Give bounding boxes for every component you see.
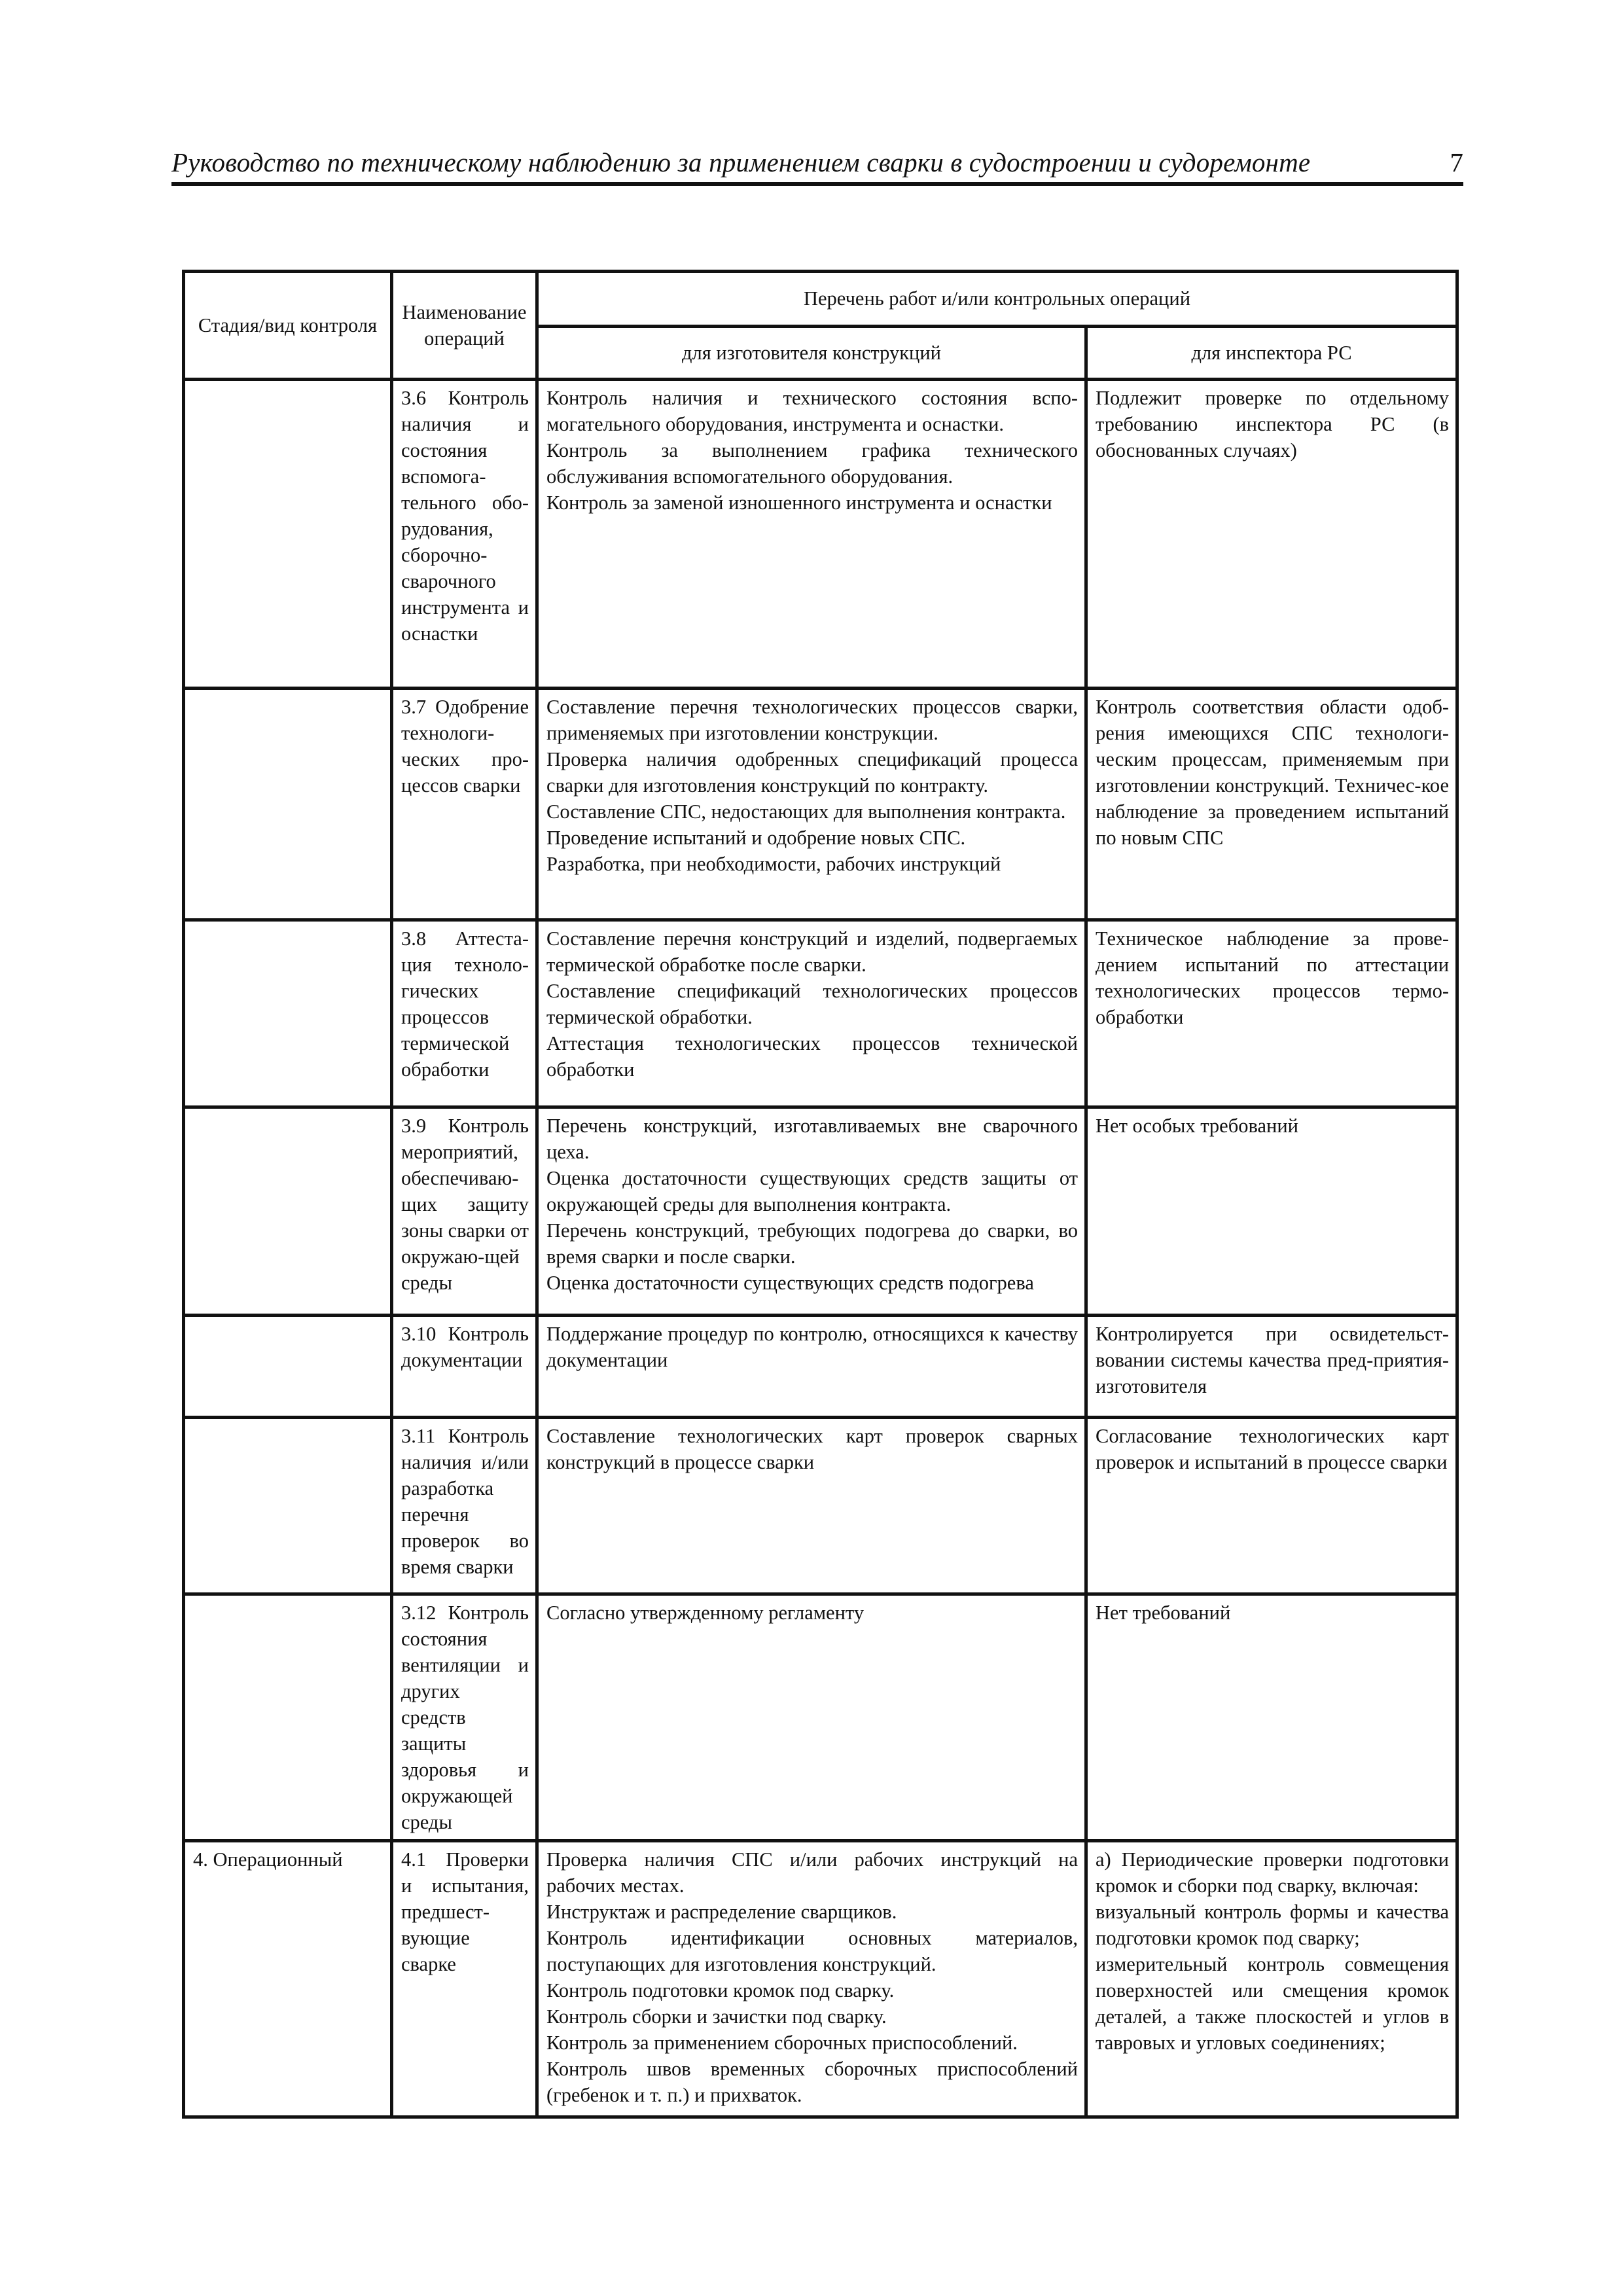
table-row: [184, 689, 1457, 920]
stage-cell: [184, 1316, 392, 1418]
page-number: 7: [1450, 147, 1463, 177]
operation-cell: 3.8 Аттеста-ция техноло-гических процессов термической обработки: [392, 920, 537, 1107]
operation-cell: 3.7 Одобрение технологи-ческих про-цессов сварки: [392, 689, 537, 920]
table-header-row: [184, 272, 1457, 327]
header-works: Перечень работ и/или контрольных операций: [537, 272, 1457, 327]
inspector-item: Техническое наблюдение за прове-дением испытаний по аттестации технологических процессов термо-обработки: [1096, 927, 1450, 1028]
manufacturer-item: Контроль швов временных сборочных приспособлений (гребенок и т. п.) и прихваток.: [546, 2058, 1078, 2106]
header-manufacturer: для изготовителя конструкций: [537, 326, 1086, 380]
manufacturer-item: Контроль подготовки кромок под сварку.: [546, 1979, 895, 2001]
manufacturer-cell: [537, 380, 1086, 689]
running-header: [171, 143, 1463, 186]
control-table: [182, 270, 1459, 2119]
table-row: [184, 1418, 1457, 1594]
manufacturer-item: Составление технологических карт проверок сварных конструкций в процессе сварки: [546, 1425, 1078, 1473]
stage-cell: 4. Операционный: [184, 1841, 392, 2117]
manufacturer-item: Разработка, при необходимости, рабочих инструкций: [546, 853, 1001, 875]
operation-cell: 3.12 Контроль состояния вентиляции и других средств защиты здоровья и окружающей среды: [392, 1594, 537, 1841]
manufacturer-item: Оценка достаточности существующих средств защиты от окружающей среды для выполнения контракта.: [546, 1167, 1078, 1215]
manufacturer-cell: [537, 1418, 1086, 1594]
stage-cell: [184, 1594, 392, 1841]
operation-cell: 3.6 Контроль наличия и состояния вспомога-тельного обо-рудования, сборочно-сварочного инструмента и оснастки: [392, 380, 537, 689]
manufacturer-item: Контроль идентификации основных материалов, поступающих для изготовления конструкций.: [546, 1927, 1078, 1975]
inspector-cell: [1086, 1107, 1457, 1316]
operation-cell: 3.11 Контроль наличия и/или разработка перечня проверок во время сварки: [392, 1418, 537, 1594]
inspector-item: а) Периодические проверки подготовки кромок и сборки под сварку, включая:: [1096, 1848, 1450, 1897]
inspector-cell: [1086, 689, 1457, 920]
manufacturer-item: Контроль за выполнением графика технического обслуживания вспомогательного оборудования.: [546, 439, 1078, 488]
manufacturer-cell: [537, 1107, 1086, 1316]
table-body: [184, 380, 1457, 2117]
manufacturer-item: Контроль за применением сборочных приспособлений.: [546, 2032, 1018, 2054]
inspector-item: Подлежит проверке по отдельному требованию инспектора РС (в обоснованных случаях): [1096, 387, 1450, 461]
manufacturer-cell: [537, 920, 1086, 1107]
inspector-cell: [1086, 1418, 1457, 1594]
manufacturer-cell: [537, 1841, 1086, 2117]
manufacturer-item: Проверка наличия СПС и/или рабочих инструкций на рабочих местах.: [546, 1848, 1078, 1897]
inspector-item: Контроль соответствия области одоб-рения имеющихся СПС технологи-ческим процессам, применяемым при изготовлении конструкций. Техничес-кое наблюдение за проведением испытаний по новым СПС: [1096, 696, 1450, 849]
inspector-item: измерительный контроль совмещения поверхностей или смещения кромок деталей, а также плоскостей и углов в тавровых и угловых соединениях;: [1096, 1953, 1450, 2054]
inspector-cell: [1086, 920, 1457, 1107]
manufacturer-item: Перечень конструкций, изготавливаемых вне сварочного цеха.: [546, 1115, 1078, 1163]
manufacturer-item: Перечень конструкций, требующих подогрева до сварки, во время сварки и после сварки.: [546, 1219, 1078, 1268]
manufacturer-item: Оценка достаточности существующих средств подогрева: [546, 1272, 1034, 1294]
stage-cell: [184, 689, 392, 920]
manufacturer-item: Контроль сборки и зачистки под сварку.: [546, 2005, 887, 2028]
table-row: [184, 380, 1457, 689]
inspector-cell: [1086, 380, 1457, 689]
table-row: [184, 1594, 1457, 1841]
inspector-item: визуальный контроль формы и качества подготовки кромок под сварку;: [1096, 1901, 1450, 1949]
table-row: [184, 1316, 1457, 1418]
operation-cell: 3.9 Контроль мероприятий, обеспечиваю-щих защиту зоны сварки от окружаю-щей среды: [392, 1107, 537, 1316]
table-row: [184, 920, 1457, 1107]
manufacturer-item: Составление перечня конструкций и изделий, подвергаемых термической обработке после сварки.: [546, 927, 1078, 976]
manufacturer-item: Контроль за заменой изношенного инструмента и оснастки: [546, 492, 1052, 514]
manufacturer-item: Составление спецификаций технологических процессов термической обработки.: [546, 980, 1078, 1028]
stage-cell: [184, 920, 392, 1107]
inspector-cell: [1086, 1594, 1457, 1841]
header-inspector: для инспектора РС: [1086, 326, 1457, 380]
operation-cell: 3.10 Контроль документации: [392, 1316, 537, 1418]
manufacturer-item: Составление СПС, недостающих для выполнения контракта.: [546, 800, 1066, 823]
manufacturer-item: Аттестация технологических процессов технической обработки: [546, 1032, 1078, 1081]
inspector-item: Нет особых требований: [1096, 1115, 1298, 1137]
manufacturer-item: Составление перечня технологических процессов сварки, применяемых при изготовлении конструкции.: [546, 696, 1078, 744]
manufacturer-item: Контроль наличия и технического состояния вспо-могательного оборудования, инструмента и оснастки.: [546, 387, 1078, 435]
manufacturer-cell: [537, 1594, 1086, 1841]
manufacturer-cell: [537, 1316, 1086, 1418]
table-row: [184, 1107, 1457, 1316]
manufacturer-cell: [537, 689, 1086, 920]
header-operation: Наименование операций: [392, 272, 537, 380]
table-row: [184, 1841, 1457, 2117]
inspector-cell: [1086, 1841, 1457, 2117]
inspector-cell: [1086, 1316, 1457, 1418]
header-stage: Стадия/вид контроля: [184, 272, 392, 380]
stage-cell: [184, 1107, 392, 1316]
manufacturer-item: Инструктаж и распределение сварщиков.: [546, 1901, 897, 1923]
stage-cell: [184, 1418, 392, 1594]
stage-cell: [184, 380, 392, 689]
manufacturer-item: Проверка наличия одобренных спецификаций процесса сварки для изготовления конструкций по контракту.: [546, 748, 1078, 797]
manufacturer-item: Поддержание процедур по контролю, относящихся к качеству документации: [546, 1323, 1078, 1371]
inspector-item: Контролируется при освидетельст-вовании системы качества пред-приятия-изготовителя: [1096, 1323, 1450, 1397]
manufacturer-item: Согласно утвержденному регламенту: [546, 1602, 865, 1624]
inspector-item: Согласование технологических карт проверок и испытаний в процессе сварки: [1096, 1425, 1450, 1473]
manufacturer-item: Проведение испытаний и одобрение новых СПС.: [546, 827, 966, 849]
operation-cell: 4.1 Проверки и испытания, предшест-вующие сварке: [392, 1841, 537, 2117]
inspector-item: Нет требований: [1096, 1602, 1231, 1624]
running-title: Руководство по техническому наблюдению за применением сварки в судостроении и судоремонте: [171, 147, 1311, 177]
